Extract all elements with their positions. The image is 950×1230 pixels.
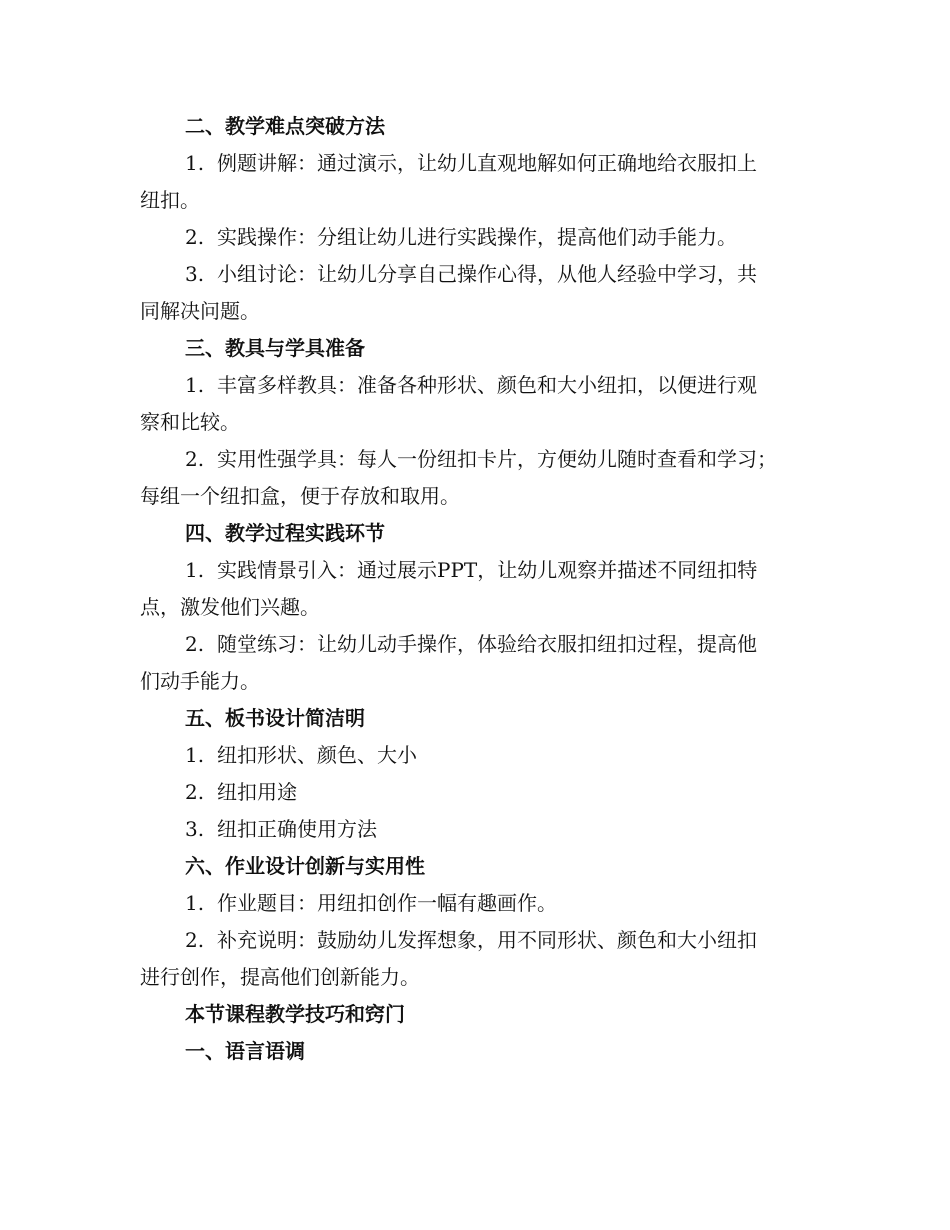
section-heading: 五、板书设计简洁明	[185, 706, 365, 730]
item-number: 1.	[185, 558, 205, 582]
item-continuation: 们动手能力。	[140, 669, 260, 693]
section-heading: 六、作业设计创新与实用性	[185, 854, 425, 878]
list-item	[0, 626, 950, 663]
list-item	[0, 885, 950, 922]
item-continuation: 同解决问题。	[140, 299, 260, 323]
section-heading: 三、教具与学具准备	[185, 336, 365, 360]
item-continuation: 纽扣。	[140, 188, 200, 212]
item-number: 2.	[185, 632, 205, 656]
item-text: 实践情景引入：通过展示PPT，让幼儿观察并描述不同纽扣特	[217, 558, 758, 582]
document-page	[0, 108, 950, 1070]
item-text: 纽扣形状、颜色、大小	[217, 743, 417, 767]
section-heading: 四、教学过程实践环节	[185, 521, 385, 545]
item-continuation: 进行创作，提高他们创新能力。	[140, 965, 420, 989]
item-number: 2.	[185, 780, 205, 804]
list-item	[0, 219, 950, 256]
list-item	[0, 774, 950, 811]
list-item	[0, 552, 950, 589]
list-item	[0, 256, 950, 293]
list-item	[0, 145, 950, 182]
item-number: 1.	[185, 891, 205, 915]
list-item	[0, 737, 950, 774]
item-text: 实用性强学具：每人一份纽扣卡片，方便幼儿随时查看和学习；	[217, 447, 777, 471]
item-text: 实践操作：分组让幼儿进行实践操作，提高他们动手能力。	[217, 225, 737, 249]
item-text: 补充说明：鼓励幼儿发挥想象，用不同形状、颜色和大小纽扣	[217, 928, 757, 952]
item-number: 1.	[185, 151, 205, 175]
item-text: 作业题目：用纽扣创作一幅有趣画作。	[217, 891, 557, 915]
item-text: 纽扣用途	[217, 780, 297, 804]
item-number: 2.	[185, 447, 205, 471]
list-item	[0, 922, 950, 959]
item-number: 2.	[185, 928, 205, 952]
item-text: 纽扣正确使用方法	[217, 817, 377, 841]
item-text: 小组讨论：让幼儿分享自己操作心得，从他人经验中学习，共	[217, 262, 757, 286]
item-number: 2.	[185, 225, 205, 249]
item-continuation: 察和比较。	[140, 410, 240, 434]
item-text: 丰富多样教具：准备各种形状、颜色和大小纽扣，以便进行观	[217, 373, 757, 397]
subsection-heading: 一、语言语调	[185, 1039, 305, 1063]
item-number: 1.	[185, 743, 205, 767]
section-heading: 本节课程教学技巧和窍门	[185, 1002, 405, 1026]
list-item	[0, 811, 950, 848]
item-text: 例题讲解：通过演示，让幼儿直观地解如何正确地给衣服扣上	[217, 151, 757, 175]
item-continuation: 每组一个纽扣盒，便于存放和取用。	[140, 484, 460, 508]
item-number: 3.	[185, 262, 205, 286]
item-continuation: 点，激发他们兴趣。	[140, 595, 320, 619]
list-item	[0, 441, 950, 478]
item-number: 3.	[185, 817, 205, 841]
list-item	[0, 367, 950, 404]
item-number: 1.	[185, 373, 205, 397]
section-heading: 二、教学难点突破方法	[185, 114, 385, 138]
item-text: 随堂练习：让幼儿动手操作，体验给衣服扣纽扣过程，提高他	[217, 632, 757, 656]
